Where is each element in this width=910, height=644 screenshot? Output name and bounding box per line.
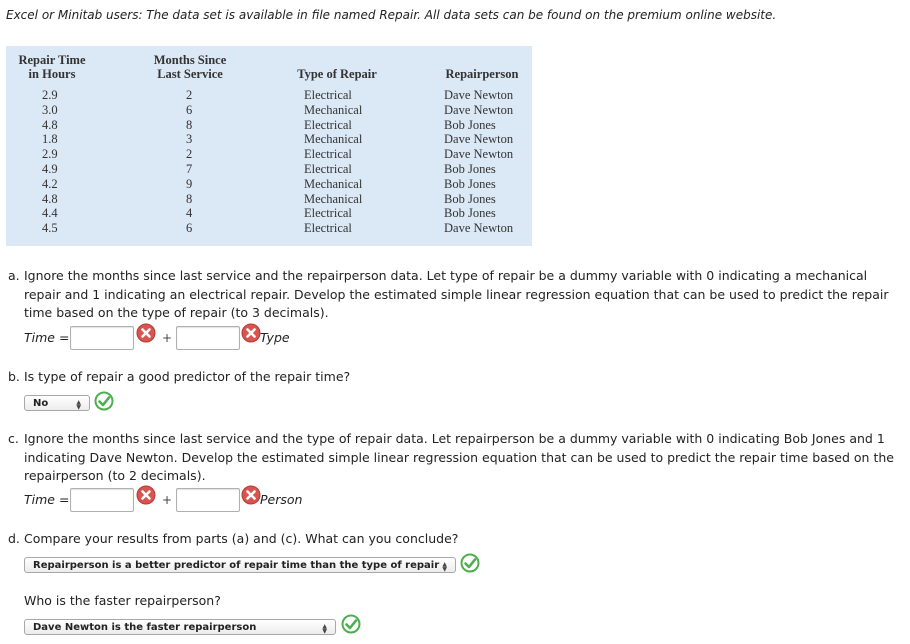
months-cell: 3 [186,132,193,147]
question-b-text: Is type of repair a good predictor of the repair time? [24,369,351,384]
repair-time-cell: 2.9 [42,147,58,162]
header-type: Type of Repair [297,67,377,81]
plus-sign-c: + [162,493,173,507]
repair-type-cell: Electrical [304,117,352,132]
repair-time-cell: 4.8 [42,191,58,206]
header-repair-time: Repair Time in Hours [18,53,86,81]
repair-type-cell: Electrical [304,88,352,102]
select-arrow-icon: ▲ ▼ [76,399,81,411]
slope-input-c[interactable] [176,488,240,512]
months-cell: 8 [186,191,193,206]
repair-time-cell: 4.4 [42,206,58,221]
question-a-label: a. [8,268,20,283]
repairperson-cell: Dave Newton [444,88,514,102]
x-circle-icon [136,323,156,343]
months-cell: 6 [186,221,193,236]
repair-type-cell: Mechanical [304,191,363,206]
equation-a-lhs: Time = [24,330,70,345]
repair-time-cell: 4.2 [42,176,58,191]
faster-repairperson-select-value: Dave Newton is the faster repairperson [33,622,257,633]
repair-type-cell: Mechanical [304,102,363,117]
repair-time-cell: 2.9 [42,88,58,102]
repair-type-cell: Mechanical [304,132,363,147]
variable-type-label: Type [260,330,290,345]
x-circle-icon [136,485,156,505]
repairperson-cell: Bob Jones [444,176,496,191]
repair-time-cell: 3.0 [42,102,58,117]
faster-repairperson-question: Who is the faster repairperson? [24,593,221,608]
header-person: Repairperson [445,67,519,81]
x-circle-icon [241,323,261,343]
question-d [8,530,904,549]
repair-time-cell: 4.5 [42,221,58,236]
repair-type-cell: Electrical [304,206,352,221]
months-cell: 2 [186,88,193,102]
repairperson-cell: Dave Newton [444,147,514,162]
months-cell: 8 [186,117,193,132]
question-c [8,430,904,486]
check-circle-icon [460,553,480,573]
select-arrow-icon: ▲ ▼ [442,561,447,573]
question-b [8,368,904,387]
plus-sign-a: + [162,331,173,345]
intercept-input-c[interactable] [70,488,134,512]
months-cell: 9 [186,176,193,191]
repair-type-cell: Electrical [304,221,352,236]
repairperson-cell: Dave Newton [444,102,514,117]
repairperson-cell: Bob Jones [444,161,496,176]
column-type [304,88,362,236]
check-circle-icon [341,614,361,634]
repairperson-cell: Bob Jones [444,191,496,206]
repair-type-cell: Mechanical [304,176,363,191]
conclusion-select-d[interactable] [24,557,456,573]
repair-time-cell: 4.9 [42,161,58,176]
variable-person-label: Person [260,492,303,507]
header-months: Months Since Last Service [153,53,227,81]
question-a-text: Ignore the months since last service and the repairperson data. Let type of repair be a dummy variable with 0 indicating a mechanical repair and 1 indicating an electrical repair. Develop the estimated simple linear regression equation that can be used to predict the repair time based on the type of repair (to 3 decimals). [24,268,889,320]
repairperson-cell: Dave Newton [444,132,514,147]
repairperson-cell: Bob Jones [444,117,496,132]
question-b-label: b. [8,369,20,384]
months-cell: 4 [186,206,193,221]
months-cell: 2 [186,147,193,162]
months-cell: 7 [186,161,193,176]
repair-type-cell: Electrical [304,161,352,176]
column-person [444,88,513,236]
repair-time-cell: 4.8 [42,117,58,132]
check-circle-icon [94,391,114,411]
intro-text: Excel or Minitab users: The data set is available in file named Repair. All data sets can be found on the premium online website. [6,8,777,22]
conclusion-select-d-value: Repairperson is a better predictor of repair time than the type of repair [33,560,440,571]
repair-type-cell: Electrical [304,147,352,162]
question-c-label: c. [8,431,19,446]
data-table [6,46,532,246]
months-cell: 6 [186,102,193,117]
column-repair-time [42,88,58,236]
predictor-select-b-value: No [33,398,49,409]
intercept-input-a[interactable] [70,326,134,350]
repairperson-cell: Bob Jones [444,206,496,221]
predictor-select-b[interactable] [24,395,90,411]
question-c-text: Ignore the months since last service and the type of repair data. Let repairperson be a dummy variable with 0 indicating Bob Jones and 1 indicating Dave Newton. Develop the estimated simple linear regression equation that can be used to predict the repair time based on the repairperson (to 2 decimals). [24,431,894,483]
column-months [186,88,192,236]
select-arrow-icon: ▲ ▼ [322,623,327,635]
slope-input-a[interactable] [176,326,240,350]
repairperson-cell: Dave Newton [444,221,514,236]
question-d-label: d. [8,531,20,546]
faster-repairperson-select[interactable] [24,619,336,635]
equation-c-lhs: Time = [24,492,70,507]
question-a [8,267,904,323]
x-circle-icon [241,485,261,505]
question-d-text: Compare your results from parts (a) and (c). What can you conclude? [24,531,459,546]
repair-time-cell: 1.8 [42,132,58,147]
